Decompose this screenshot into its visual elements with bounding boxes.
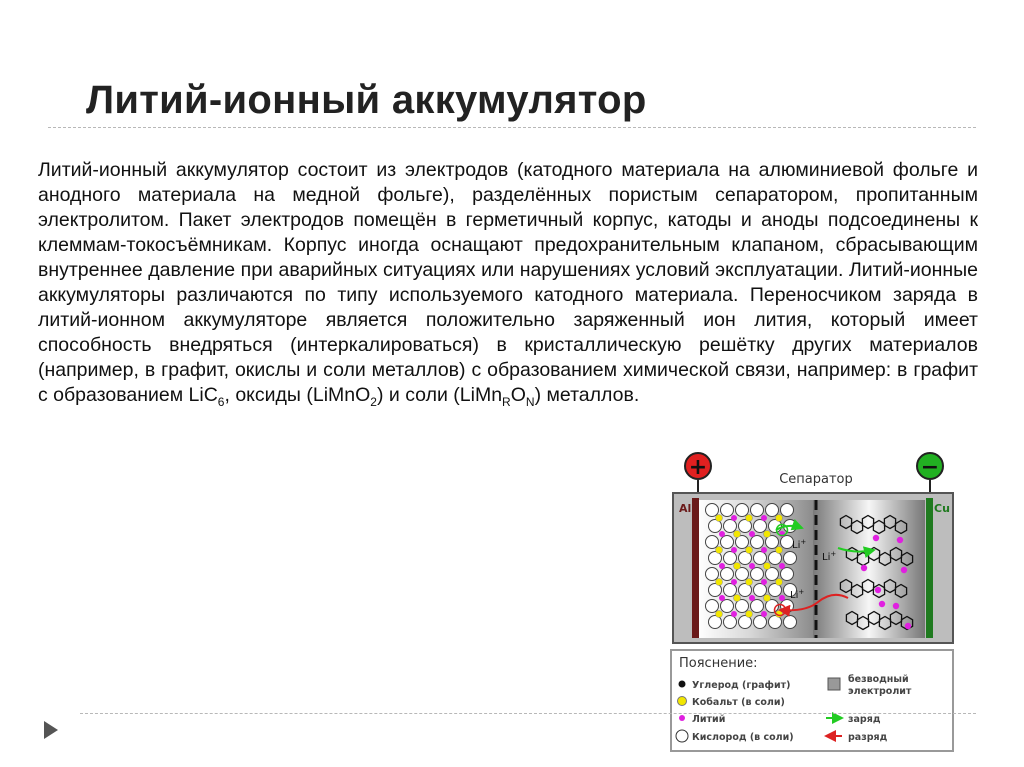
oxygen-atom bbox=[724, 520, 737, 533]
lithium-atom bbox=[779, 563, 785, 569]
anode-foil bbox=[926, 498, 933, 638]
ion-label: Li+ bbox=[790, 588, 805, 601]
oxygen-atom bbox=[721, 600, 734, 613]
lithium-ion bbox=[873, 535, 879, 541]
subscript: R bbox=[502, 394, 511, 409]
slide-title: Литий-ионный аккумулятор bbox=[86, 78, 647, 122]
lithium-ion bbox=[893, 603, 899, 609]
cobalt-atom bbox=[734, 531, 741, 538]
lithium-legend-icon bbox=[679, 715, 685, 721]
oxygen-atom bbox=[751, 600, 764, 613]
li-ion-battery-diagram bbox=[668, 450, 958, 755]
oxygen-atom bbox=[721, 536, 734, 549]
legend-title: Пояснение: bbox=[679, 656, 758, 671]
carbon-legend-icon bbox=[679, 681, 686, 688]
oxygen-atom bbox=[754, 552, 767, 565]
oxygen-atom bbox=[751, 568, 764, 581]
cobalt-atom bbox=[716, 611, 723, 618]
oxygen-atom bbox=[724, 616, 737, 629]
cobalt-atom bbox=[746, 611, 753, 618]
slide-body-text bbox=[38, 158, 978, 408]
legend-cobalt: Кобальт (в соли) bbox=[692, 697, 785, 708]
cobalt-atom bbox=[716, 547, 723, 554]
oxygen-atom bbox=[754, 584, 767, 597]
lithium-atom bbox=[719, 563, 725, 569]
lithium-atom bbox=[719, 531, 725, 537]
ion-label: Li+ bbox=[792, 538, 807, 551]
body-text-part: , оксиды (LiMnO bbox=[224, 384, 371, 406]
lithium-atom bbox=[749, 595, 755, 601]
lithium-atom bbox=[761, 515, 767, 521]
cobalt-atom bbox=[734, 595, 741, 602]
oxygen-atom bbox=[754, 520, 767, 533]
cobalt-atom bbox=[776, 579, 783, 586]
cobalt-atom bbox=[716, 579, 723, 586]
legend-lithium: Литий bbox=[692, 714, 726, 725]
legend-discharge: разряд bbox=[848, 732, 888, 743]
subscript: N bbox=[525, 394, 535, 409]
oxygen-atom bbox=[754, 616, 767, 629]
oxygen-atom bbox=[706, 568, 719, 581]
footer-divider bbox=[80, 713, 976, 714]
anode-label: Cu bbox=[934, 502, 950, 515]
oxygen-atom bbox=[784, 616, 797, 629]
separator-label: Сепаратор bbox=[779, 472, 853, 487]
cobalt-atom bbox=[764, 563, 771, 570]
lithium-atom bbox=[731, 515, 737, 521]
cobalt-atom bbox=[776, 515, 783, 522]
cobalt-atom bbox=[746, 579, 753, 586]
oxygen-atom bbox=[706, 504, 719, 517]
lithium-atom bbox=[749, 563, 755, 569]
body-text-part: ) и соли (LiMn bbox=[376, 384, 503, 406]
play-arrow-icon bbox=[44, 721, 58, 739]
lithium-atom bbox=[761, 579, 767, 585]
lithium-atom bbox=[731, 611, 737, 617]
cobalt-atom bbox=[764, 595, 771, 602]
ion-label: Li+ bbox=[822, 550, 837, 563]
cobalt-atom bbox=[776, 547, 783, 554]
oxygen-atom bbox=[736, 504, 749, 517]
subscript: 6 bbox=[217, 394, 225, 409]
subscript: 2 bbox=[370, 394, 377, 409]
lithium-atom bbox=[731, 547, 737, 553]
body-text-part: ) металлов. bbox=[534, 384, 640, 406]
oxygen-atom bbox=[724, 552, 737, 565]
cobalt-atom bbox=[746, 547, 753, 554]
lithium-atom bbox=[779, 595, 785, 601]
oxygen-atom bbox=[781, 504, 794, 517]
cobalt-atom bbox=[764, 531, 771, 538]
lithium-atom bbox=[731, 579, 737, 585]
lithium-atom bbox=[719, 595, 725, 601]
oxygen-atom bbox=[781, 568, 794, 581]
oxygen-atom bbox=[721, 568, 734, 581]
lithium-ion bbox=[897, 537, 903, 543]
legend-oxygen: Кислород (в соли) bbox=[692, 732, 794, 743]
oxygen-atom bbox=[724, 584, 737, 597]
oxygen-legend-icon bbox=[676, 730, 688, 742]
lithium-ion bbox=[861, 565, 867, 571]
title-divider bbox=[48, 127, 976, 128]
body-text-part: Литий-ионный аккумулятор состоит из электродов (катодного материала на алюминиевой фольге и анодного материала на медной фольге), разделённых пористым сепаратором, пропитанным электролитом. Пакет электродов помещён в герметичный корпус, катоды и аноды подсоединены к клеммам-токосъёмникам. Корпус иногда оснащают предохранительным клапаном, сбрасывающим внутреннее давление при аварийных ситуациях или нарушениях условий эксплуатации. Литий-ионные аккумуляторы различаются по типу используемого катодного материала. Переносчиком заряда в литий-ионном аккумуляторе является положительно заряженный ион лития, который имеет способность внедряться (интеркалироваться) в кристаллическую решётку других материалов (например, в графит, окислы и соли металлов) с образованием химической связи, например: в графит с образованием LiC bbox=[38, 159, 978, 406]
lithium-ion bbox=[875, 587, 881, 593]
oxygen-atom bbox=[751, 536, 764, 549]
legend-carbon: Углерод (графит) bbox=[692, 680, 791, 691]
electrolyte-legend-icon bbox=[828, 678, 840, 690]
lithium-ion bbox=[901, 567, 907, 573]
cobalt-atom bbox=[716, 515, 723, 522]
negative-symbol: − bbox=[920, 455, 940, 480]
oxygen-atom bbox=[706, 600, 719, 613]
cathode-foil bbox=[692, 498, 699, 638]
lithium-atom bbox=[749, 531, 755, 537]
oxygen-atom bbox=[706, 536, 719, 549]
lithium-ion bbox=[905, 623, 911, 629]
legend-charge: заряд bbox=[848, 714, 881, 725]
lithium-atom bbox=[761, 547, 767, 553]
legend-electrolyte-line2: электролит bbox=[848, 686, 912, 697]
oxygen-atom bbox=[766, 504, 779, 517]
oxygen-atom bbox=[751, 504, 764, 517]
cobalt-atom bbox=[734, 563, 741, 570]
oxygen-atom bbox=[721, 504, 734, 517]
legend-electrolyte-line1: безводный bbox=[848, 674, 909, 685]
positive-symbol: + bbox=[688, 455, 708, 480]
lithium-atom bbox=[761, 611, 767, 617]
cobalt-legend-icon bbox=[678, 697, 687, 706]
lithium-ion bbox=[879, 601, 885, 607]
oxygen-atom bbox=[784, 552, 797, 565]
body-text-part: O bbox=[510, 384, 526, 406]
cobalt-atom bbox=[746, 515, 753, 522]
cathode-label: Al bbox=[679, 502, 692, 515]
